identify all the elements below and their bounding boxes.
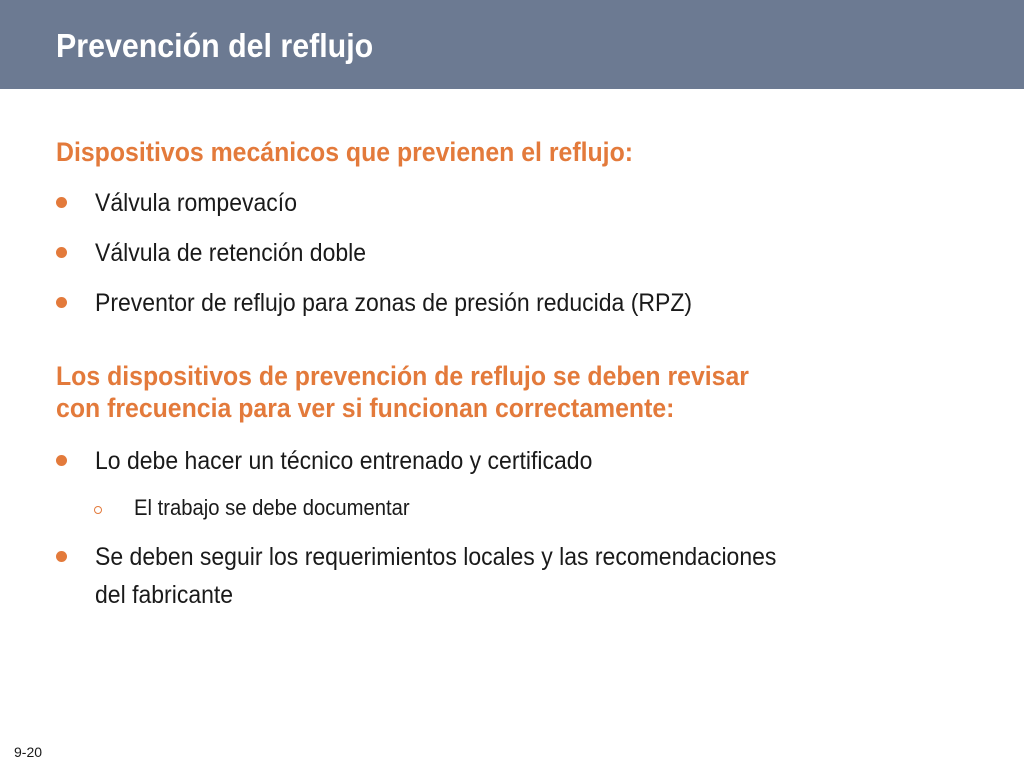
bullet-dot-icon bbox=[56, 197, 67, 208]
section-heading-inspection-line2: con frecuencia para ver si funcionan correctamente: bbox=[56, 393, 675, 423]
list-item-text: Válvula rompevacío bbox=[95, 189, 297, 217]
sub-list-item-text: El trabajo se debe documentar bbox=[134, 495, 410, 520]
list-item-text: Válvula de retención doble bbox=[95, 239, 367, 267]
bullet-ring-icon bbox=[94, 506, 102, 514]
bullet-dot-icon bbox=[56, 297, 67, 308]
bullet-dot-icon bbox=[56, 455, 67, 466]
section-heading-devices: Dispositivos mecánicos que previenen el reflujo: bbox=[56, 137, 634, 167]
page-number: 9-20 bbox=[14, 744, 43, 760]
list-item-text: Lo debe hacer un técnico entrenado y certificado bbox=[95, 447, 593, 475]
list-item-text-line2: del fabricante bbox=[95, 581, 234, 609]
bullet-dot-icon bbox=[56, 247, 67, 258]
bullet-dot-icon bbox=[56, 551, 67, 562]
slide-title: Prevención del reflujo bbox=[56, 27, 374, 64]
list-item-text: Preventor de reflujo para zonas de presión reducida (RPZ) bbox=[95, 289, 693, 317]
section-heading-inspection-line1: Los dispositivos de prevención de reflujo se deben revisar bbox=[56, 361, 749, 391]
title-bar bbox=[0, 0, 1024, 89]
list-item-text-line1: Se deben seguir los requerimientos locales y las recomendaciones bbox=[95, 543, 777, 571]
